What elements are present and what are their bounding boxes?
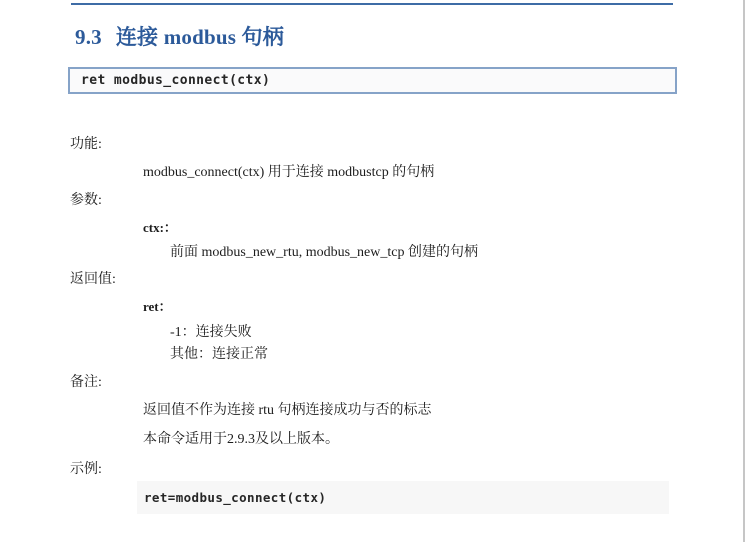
example-label: 示例:: [70, 462, 102, 477]
section-heading: [75, 21, 284, 51]
return-label: 返回值:: [70, 272, 116, 287]
note-line-1: 返回值不作为连接 rtu 句柄连接成功与否的标志: [143, 403, 432, 418]
section-number: 9.3: [75, 25, 102, 49]
function-signature-box: [68, 67, 677, 94]
function-description: modbus_connect(ctx) 用于连接 modbustcp 的句柄: [143, 165, 435, 180]
page-edge-border: [743, 0, 745, 542]
function-signature-code: ret modbus_connect(ctx): [81, 73, 271, 88]
return-case-ok: 其他：连接正常: [170, 347, 268, 362]
params-label: 参数:: [70, 193, 102, 208]
example-code-block: [137, 481, 669, 514]
param-name: ctx:：: [143, 220, 177, 235]
top-divider-rule: [71, 3, 673, 5]
return-case-fail: -1：连接失败: [170, 325, 252, 340]
function-label: 功能:: [70, 137, 102, 152]
notes-label: 备注:: [70, 375, 102, 390]
section-title: 连接 modbus 句柄: [115, 25, 284, 49]
example-code: ret=modbus_connect(ctx): [144, 490, 327, 505]
note-line-2: 本命令适用于2.9.3及以上版本。: [143, 432, 339, 447]
return-name: ret：: [143, 299, 172, 314]
param-description: 前面 modbus_new_rtu, modbus_new_tcp 创建的句柄: [170, 245, 478, 260]
